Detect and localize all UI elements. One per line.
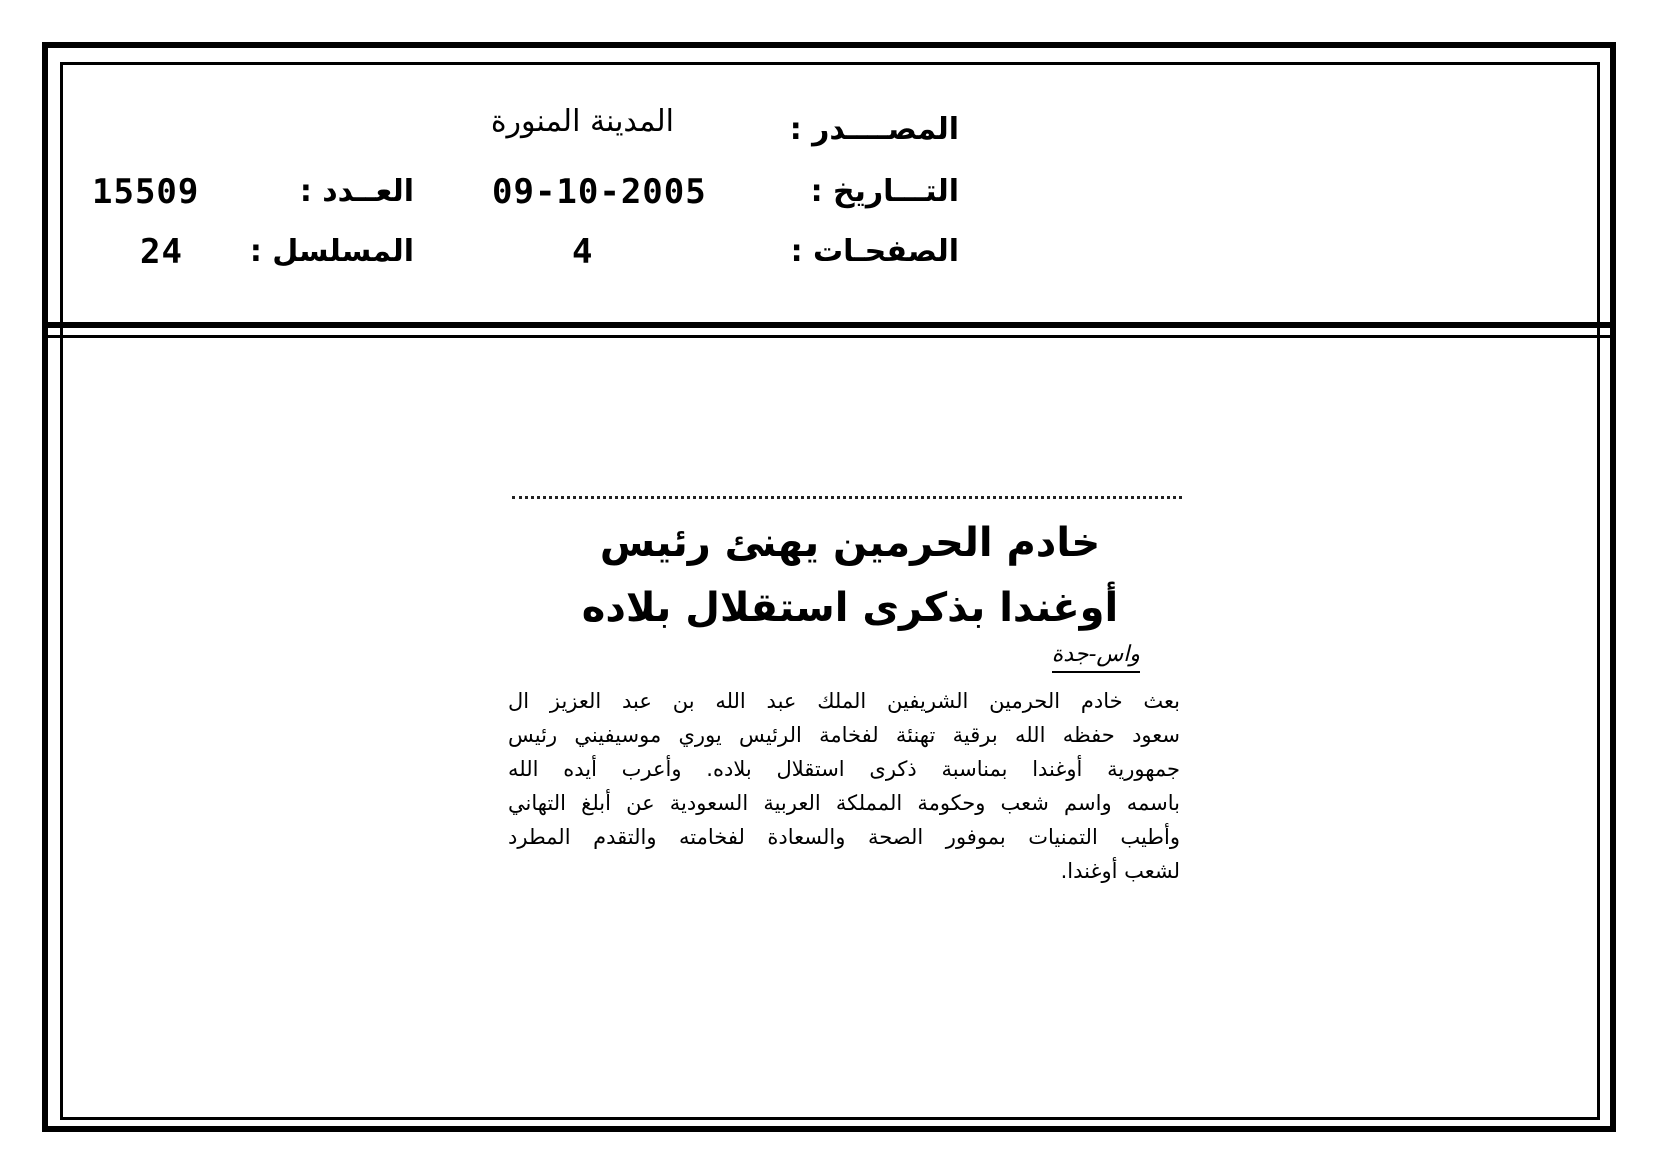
issue-value: 15509 [92,172,200,212]
article-body [508,684,1180,888]
header-divider-thick [44,322,1612,328]
byline: واس-جدة [1052,642,1140,673]
header-divider-thin [44,335,1612,338]
serial-label: المسلسل : [249,234,414,269]
pages-label: الصفحـات : [790,234,959,269]
issue-label: العــدد : [299,174,414,209]
body-line: باسمه واسم شعب وحكومة المملكة العربية السعودية عن أبلغ التهاني [508,791,1180,815]
headline-line-1: خادم الحرمين يهنئ رئيس [599,520,1101,566]
body-line: جمهورية أوغندا بمناسبة ذكرى استقلال بلاده. وأعرب أيده الله [508,757,1180,781]
body-line: وأطيب التمنيات بموفور الصحة والسعادة لفخامته والتقدم المطرد [508,825,1180,849]
date-label: التـــاريخ : [810,174,959,209]
date-value: 09-10-2005 [492,172,707,212]
source-value: المدينة المنورة [490,104,674,139]
serial-value: 24 [140,232,183,272]
headline-line-2: أوغندا بذكرى استقلال بلاده [581,585,1119,631]
pages-value: 4 [572,232,594,272]
article-top-rule [512,496,1182,499]
body-line: بعث خادم الحرمين الشريفين الملك عبد الله بن عبد العزيز ال [508,689,1180,713]
body-line: لشعب أوغندا. [1060,859,1180,883]
source-label: المصــــدر : [789,112,959,147]
body-line: سعود حفظه الله برقية تهنئة لفخامة الرئيس يوري موسيفيني رئيس [508,723,1180,747]
